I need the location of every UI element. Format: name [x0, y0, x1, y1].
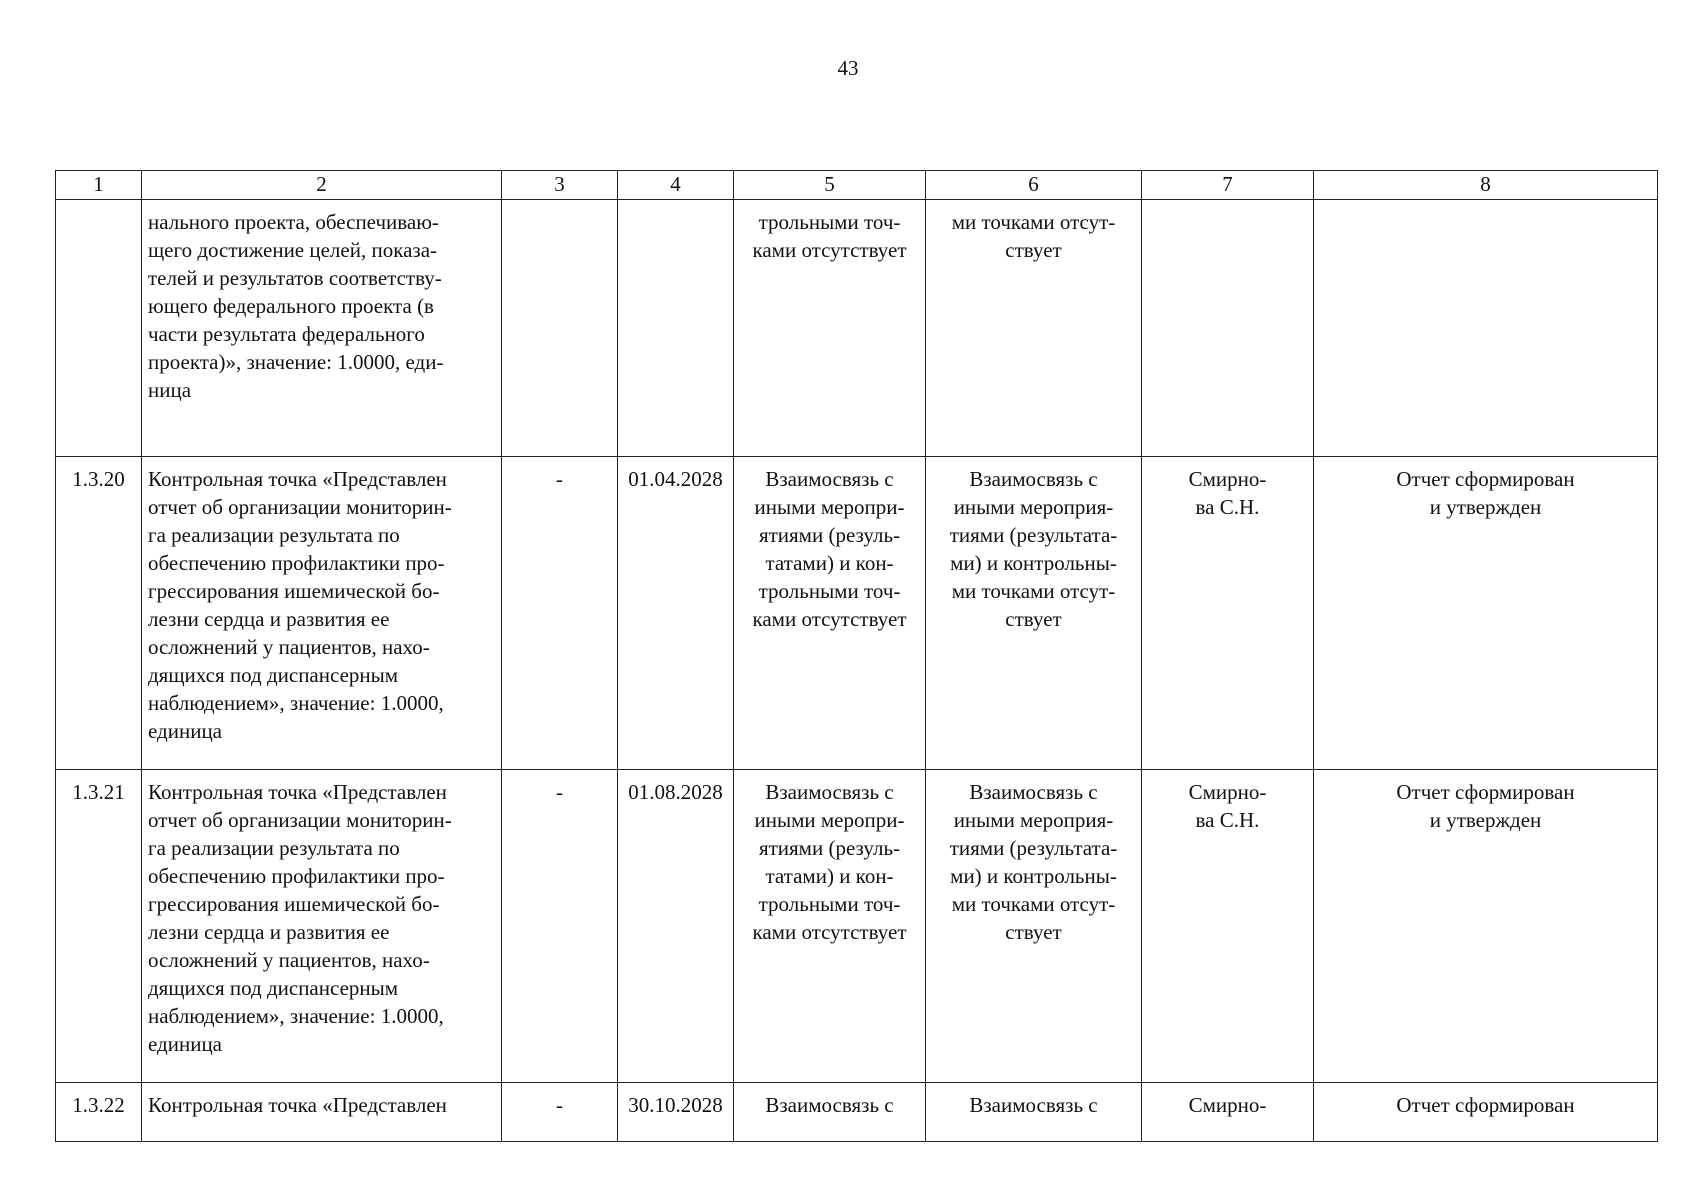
row-description: Контрольная точка «Представлен отчет об организации мониторин- га реализации результата по обеспечению профилактики про- грессирования ишемической бо- лезни сердца и развития ее осложнений у пациентов, нахо- дящихся под диспансерным наблюдением», значение: 1.0000, единица	[142, 457, 502, 770]
row-responsible	[1142, 200, 1314, 457]
row-relation-col6: ми точками отсут- ствует	[926, 200, 1142, 457]
row-relation-col6: Взаимосвязь с иными мероприя- тиями (результата- ми) и контрольны- ми точками отсут- ствует	[926, 770, 1142, 1083]
table-row-1-3-20	[56, 457, 1658, 770]
row-relation-col5: Взаимосвязь с иными меропри- ятиями (резуль- татами) и кон- трольными точ- ками отсутствует	[734, 770, 926, 1083]
row-number: 1.3.21	[56, 770, 142, 1083]
row-result	[1314, 200, 1658, 457]
row-date: 30.10.2028	[618, 1083, 734, 1142]
table-row-1-3-21	[56, 770, 1658, 1083]
row-relation-col5: Взаимосвязь с иными меропри- ятиями (резуль- татами) и кон- трольными точ- ками отсутствует	[734, 457, 926, 770]
column-header-1: 1	[56, 171, 142, 200]
row-result: Отчет сформирован и утвержден	[1314, 770, 1658, 1083]
row-responsible: Смирно-	[1142, 1083, 1314, 1142]
column-header-8: 8	[1314, 171, 1658, 200]
table-row-continuation	[56, 200, 1658, 457]
column-header-3: 3	[502, 171, 618, 200]
column-header-2: 2	[142, 171, 502, 200]
column-number-header-row	[56, 171, 1658, 200]
row-relation-col5: Взаимосвязь с	[734, 1083, 926, 1142]
row-responsible: Смирно- ва С.Н.	[1142, 457, 1314, 770]
row-col3: -	[502, 457, 618, 770]
plan-table	[55, 170, 1658, 1142]
row-number	[56, 200, 142, 457]
table-row-1-3-22	[56, 1083, 1658, 1142]
row-responsible: Смирно- ва С.Н.	[1142, 770, 1314, 1083]
page-number: 43	[837, 56, 859, 80]
row-description: нального проекта, обеспечиваю- щего достижение целей, показа- телей и результатов соответству- ющего федерального проекта (в части результата федерального проекта)», значение: 1.0000, еди- ница	[142, 200, 502, 457]
row-number: 1.3.20	[56, 457, 142, 770]
row-date	[618, 200, 734, 457]
row-result: Отчет сформирован	[1314, 1083, 1658, 1142]
row-col3: -	[502, 770, 618, 1083]
row-relation-col6: Взаимосвязь с	[926, 1083, 1142, 1142]
row-col3: -	[502, 1083, 618, 1142]
row-relation-col5: трольными точ- ками отсутствует	[734, 200, 926, 457]
row-date: 01.08.2028	[618, 770, 734, 1083]
column-header-4: 4	[618, 171, 734, 200]
row-description: Контрольная точка «Представлен	[142, 1083, 502, 1142]
row-date: 01.04.2028	[618, 457, 734, 770]
row-number: 1.3.22	[56, 1083, 142, 1142]
column-header-5: 5	[734, 171, 926, 200]
row-description: Контрольная точка «Представлен отчет об организации мониторин- га реализации результата по обеспечению профилактики про- грессирования ишемической бо- лезни сердца и развития ее осложнений у пациентов, нахо- дящихся под диспансерным наблюдением», значение: 1.0000, единица	[142, 770, 502, 1083]
column-header-6: 6	[926, 171, 1142, 200]
row-col3	[502, 200, 618, 457]
row-result: Отчет сформирован и утвержден	[1314, 457, 1658, 770]
row-relation-col6: Взаимосвязь с иными мероприя- тиями (результата- ми) и контрольны- ми точками отсут- ствует	[926, 457, 1142, 770]
column-header-7: 7	[1142, 171, 1314, 200]
